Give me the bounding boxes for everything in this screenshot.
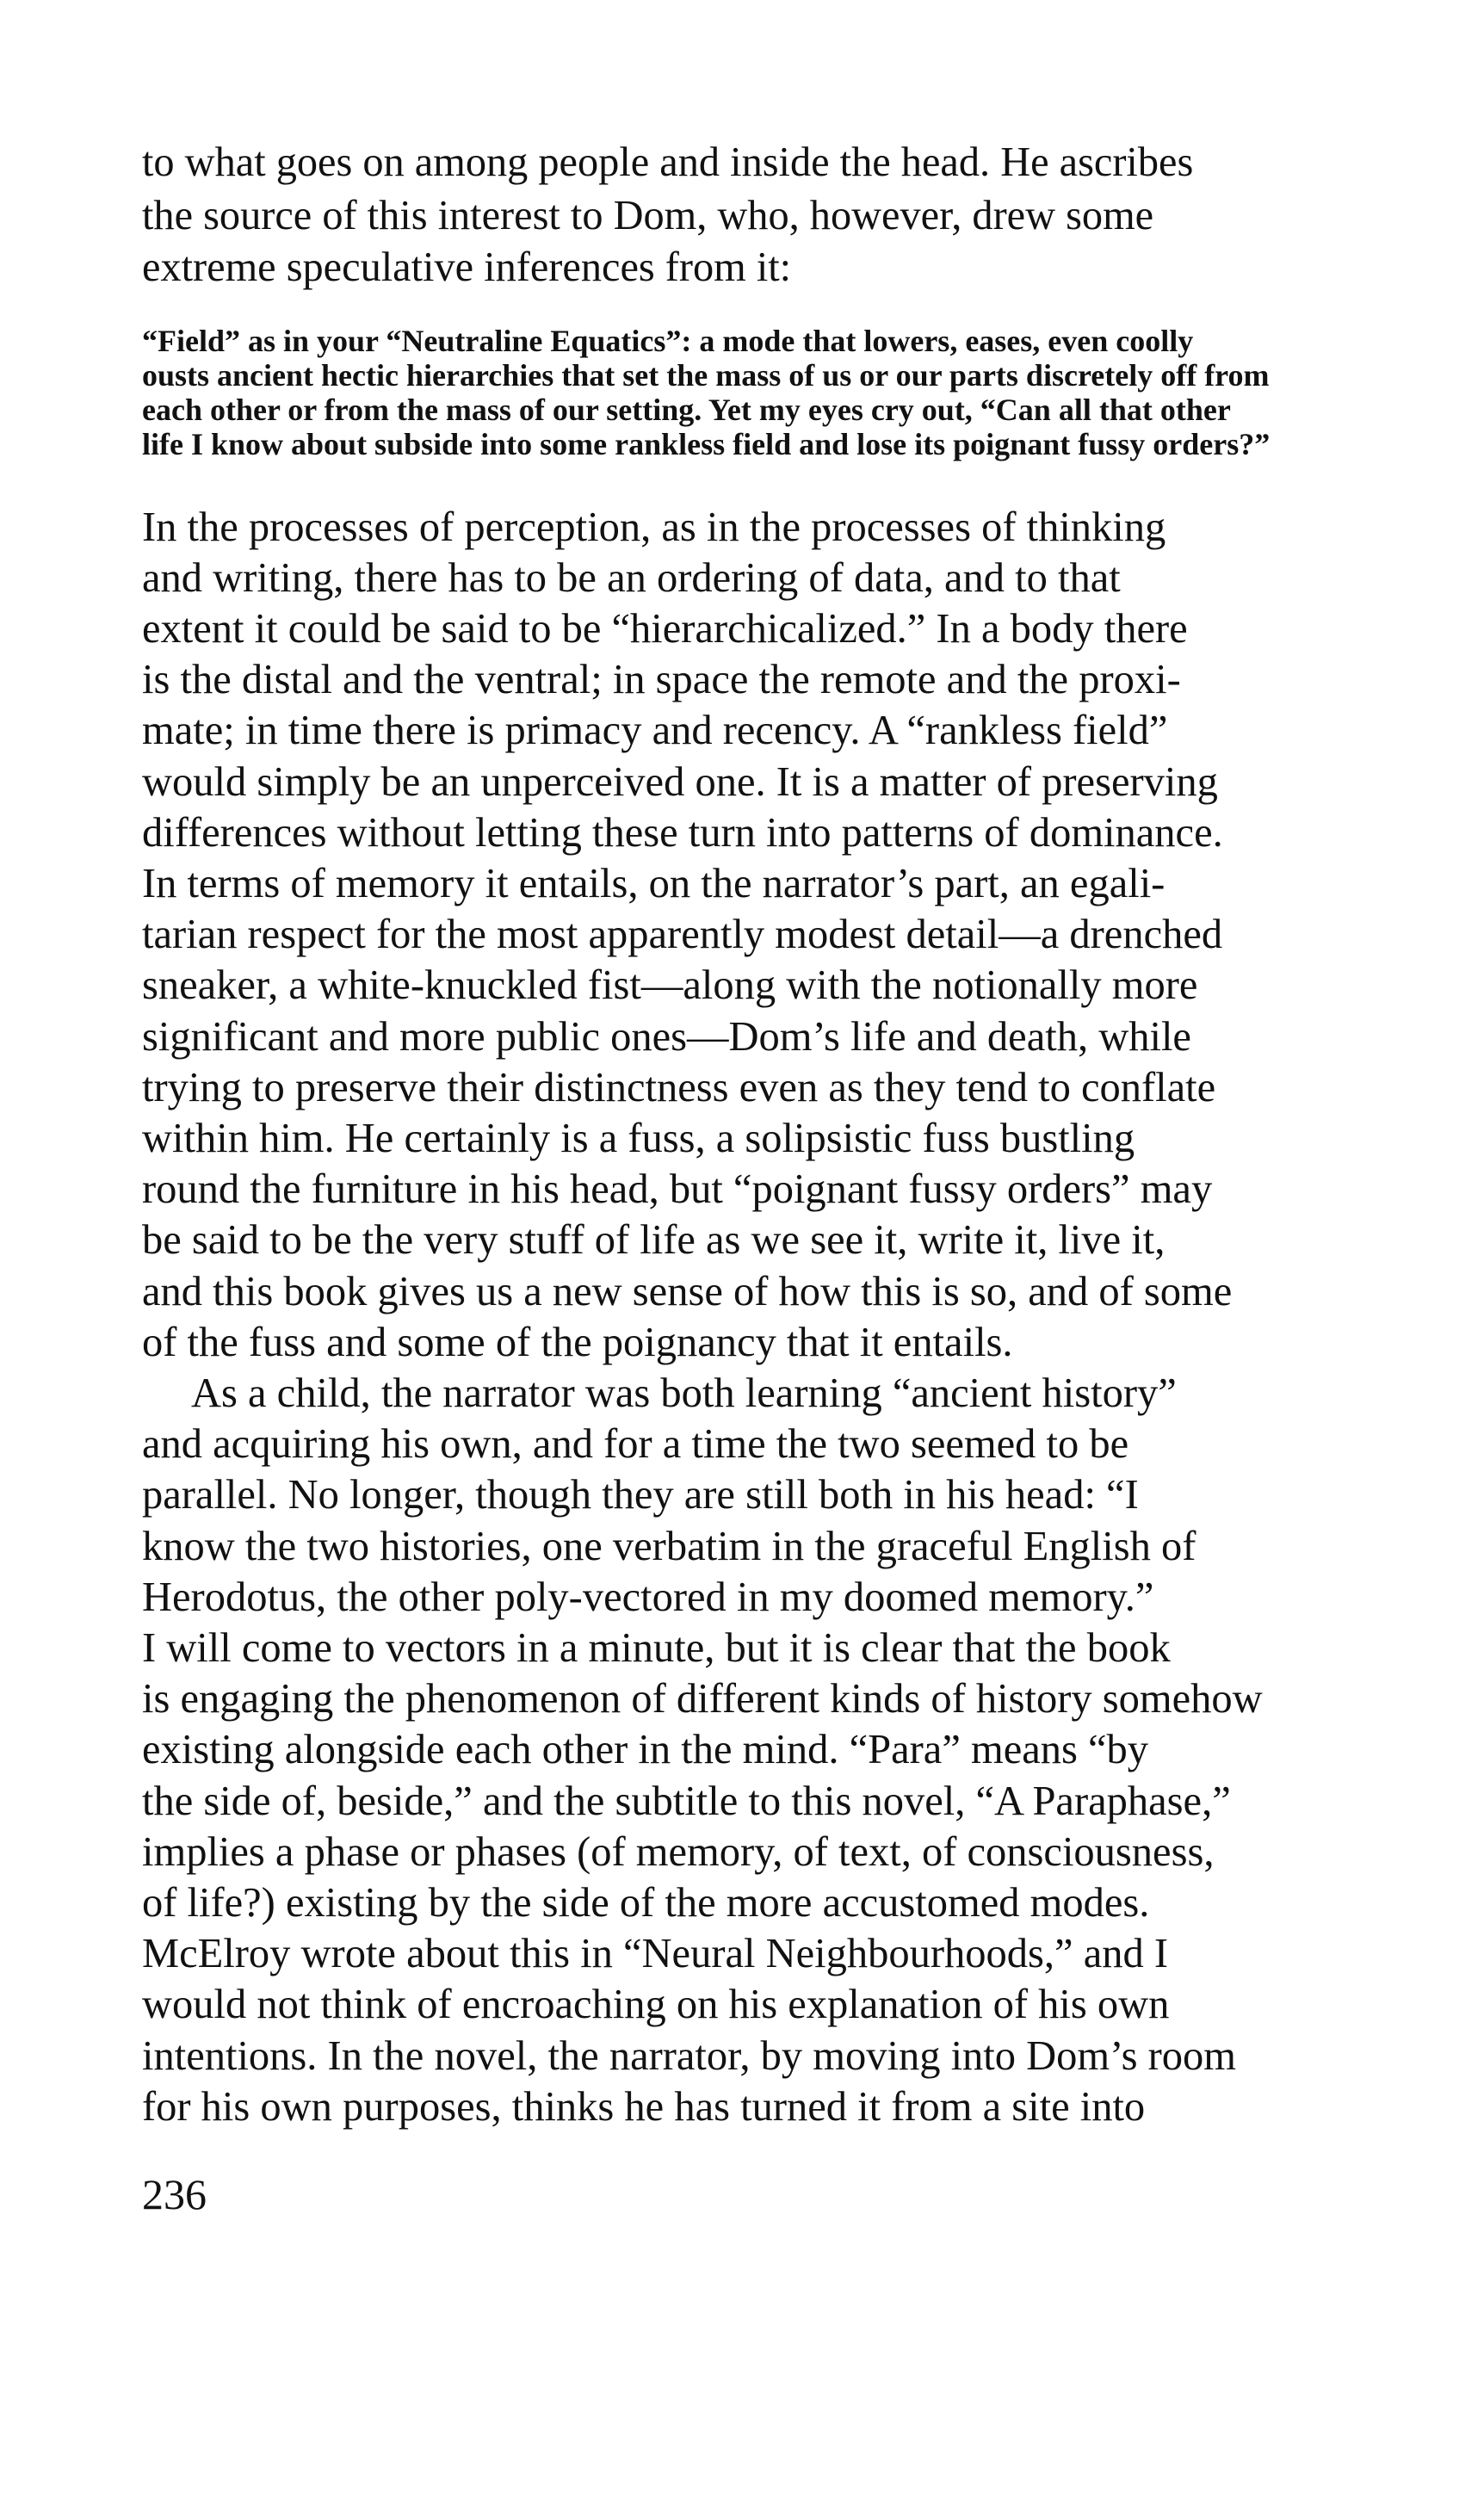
body-line-15: be said to be the very stuff of life as we see it, write it, live it,: [142, 1217, 1166, 1263]
intro-line-3: extreme speculative inferences from it:: [142, 244, 792, 290]
page-number: 236: [142, 2170, 207, 2218]
body-line-21: know the two histories, one verbatim in the graceful English of: [142, 1524, 1196, 1569]
body-line-30: would not think of encroaching on his explanation of his own: [142, 1982, 1170, 2027]
body-line-32: for his own purposes, thinks he has turned it from a site into: [142, 2084, 1146, 2130]
body-line-9: tarian respect for the most apparently modest detail—a drenched: [142, 912, 1223, 957]
body-line-16: and this book gives us a new sense of how this is so, and of some: [142, 1269, 1233, 1314]
quote-line-1: “Field” as in your “Neutraline Equatics”: a mode that lowers, eases, even coolly: [142, 324, 1194, 358]
body-line-27: implies a phase or phases (of memory, of text, of consciousness,: [142, 1829, 1215, 1875]
body-line-24: is engaging the phenomenon of different kinds of history somehow: [142, 1676, 1263, 1722]
body-line-12: trying to preserve their distinctness even as they tend to conflate: [142, 1065, 1216, 1110]
body-line-6: would simply be an unperceived one. It is a matter of preserving: [142, 759, 1218, 805]
body-line-19: and acquiring his own, and for a time the two seemed to be: [142, 1421, 1129, 1467]
body-line-29: McElroy wrote about this in “Neural Neighbourhoods,” and I: [142, 1931, 1168, 1976]
body-line-13: within him. He certainly is a fuss, a solipsistic fuss bustling: [142, 1116, 1135, 1161]
body-line-10: sneaker, a white-knuckled fist—along with the notionally more: [142, 962, 1198, 1008]
body-line-3: extent it could be said to be “hierarchicalized.” In a body there: [142, 606, 1188, 652]
quote-line-3: each other or from the mass of our setting. Yet my eyes cry out, “Can all that other: [142, 393, 1231, 427]
quote-line-2: ousts ancient hectic hierarchies that set the mass of us or our parts discretely off from: [142, 358, 1270, 393]
body-line-23: I will come to vectors in a minute, but it is clear that the book: [142, 1625, 1171, 1671]
intro-line-1: to what goes on among people and inside the head. He ascribes: [142, 139, 1194, 185]
body-line-11: significant and more public ones—Dom’s life and death, while: [142, 1014, 1191, 1060]
body-line-18: As a child, the narrator was both learning “ancient history”: [191, 1370, 1177, 1416]
body-line-2: and writing, there has to be an ordering of data, and to that: [142, 555, 1121, 601]
body-line-14: round the furniture in his head, but “poignant fussy orders” may: [142, 1166, 1213, 1212]
quote-line-4: life I know about subside into some rankless field and lose its poignant fussy orders?”: [142, 427, 1271, 461]
body-line-4: is the distal and the ventral; in space the remote and the proxi-: [142, 657, 1181, 702]
body-line-17: of the fuss and some of the poignancy that it entails.: [142, 1320, 1013, 1365]
body-line-1: In the processes of perception, as in the processes of thinking: [142, 504, 1166, 550]
body-line-26: the side of, beside,” and the subtitle to this novel, “A Paraphase,”: [142, 1778, 1231, 1824]
body-line-22: Herodotus, the other poly-vectored in my doomed memory.”: [142, 1574, 1154, 1620]
body-line-20: parallel. No longer, though they are still both in his head: “I: [142, 1472, 1139, 1518]
body-line-31: intentions. In the novel, the narrator, by moving into Dom’s room: [142, 2033, 1236, 2079]
intro-line-2: the source of this interest to Dom, who, however, drew some: [142, 193, 1154, 238]
body-line-8: In terms of memory it entails, on the narrator’s part, an egali-: [142, 861, 1166, 906]
body-line-7: differences without letting these turn into patterns of dominance.: [142, 810, 1223, 856]
body-line-28: of life?) existing by the side of the more accustomed modes.: [142, 1880, 1150, 1926]
body-line-5: mate; in time there is primacy and recency. A “rankless field”: [142, 708, 1168, 753]
body-line-25: existing alongside each other in the mind. “Para” means “by: [142, 1727, 1149, 1772]
